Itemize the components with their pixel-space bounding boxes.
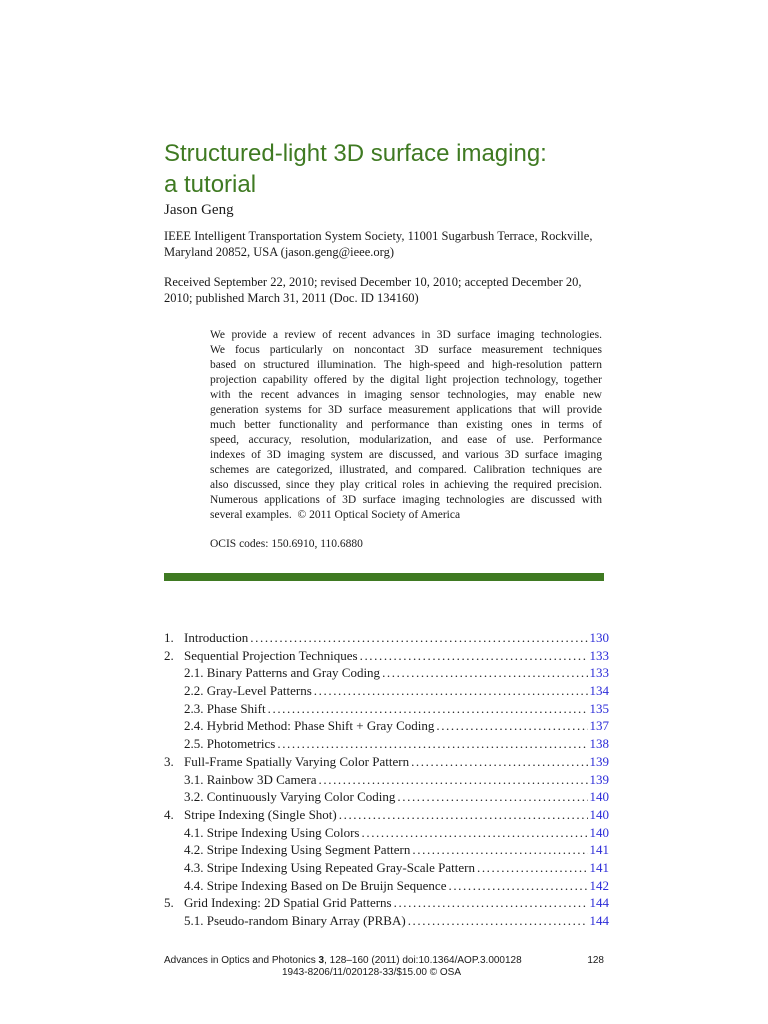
toc-leader-dots: [412, 841, 587, 859]
toc-entry[interactable]: [164, 735, 609, 753]
article-title-line1: Structured-light 3D surface imaging:: [164, 140, 547, 167]
toc-entry[interactable]: [164, 824, 609, 842]
toc-entry-title: Introduction: [184, 630, 249, 645]
footer-journal-name: Advances in Optics and Photonics: [164, 955, 316, 966]
toc-entry-title: 2.4. Hybrid Method: Phase Shift + Gray Coding: [184, 718, 435, 734]
toc-entry[interactable]: [164, 629, 609, 647]
ocis-codes: OCIS codes: 150.6910, 110.6880: [210, 538, 363, 550]
toc-page-link[interactable]: 134: [589, 683, 609, 699]
abstract-line: also discussed, since they play critical roles in achieving the required precision.: [210, 479, 602, 491]
toc-entry-title: 4.2. Stripe Indexing Using Segment Pattern: [184, 842, 411, 858]
abstract-line: We provide a review of recent advances in 3D surface imaging technologies.: [210, 329, 602, 341]
article-title: [164, 138, 684, 200]
toc-entry-number: 5.: [164, 895, 174, 911]
toc-entry[interactable]: [164, 647, 609, 665]
toc-entry[interactable]: [164, 806, 609, 824]
affiliation-line1: IEEE Intelligent Transportation System Society, 11001 Sugarbush Terrace, Rockville,: [164, 229, 593, 243]
section-divider: [164, 573, 604, 581]
toc-leader-dots: [319, 771, 588, 789]
toc-page-link[interactable]: 133: [589, 647, 609, 663]
toc-page-link[interactable]: 133: [589, 665, 609, 681]
abstract-copyright: © 2011 Optical Society of America: [297, 509, 461, 521]
toc-leader-dots: [268, 700, 588, 718]
toc-entry-title: Sequential Projection Techniques: [184, 647, 358, 663]
abstract-line: speed, accuracy, resolution, modularization, and ease of use. Performance: [210, 434, 602, 446]
toc-entry[interactable]: [164, 771, 609, 789]
toc-entry-title: 2.1. Binary Patterns and Gray Coding: [184, 665, 381, 681]
toc-entry-title: Grid Indexing: 2D Spatial Grid Patterns: [184, 895, 392, 911]
toc-page-link[interactable]: 138: [589, 736, 609, 752]
footer-page-number: 128: [587, 955, 604, 966]
toc-leader-dots: [277, 735, 587, 753]
toc-leader-dots: [397, 788, 587, 806]
toc-entry[interactable]: [164, 682, 609, 700]
toc-page-link[interactable]: 144: [589, 913, 609, 928]
toc-entry-number: 4.: [164, 806, 174, 822]
toc-entry-title: 5.1. Pseudo-random Binary Array (PRBA): [184, 913, 406, 928]
received-line2: 2010; published March 31, 2011 (Doc. ID 134160): [164, 291, 419, 305]
received-dates: [164, 274, 604, 306]
toc-leader-dots: [477, 859, 588, 877]
toc-leader-dots: [362, 824, 588, 842]
toc-entry[interactable]: [164, 788, 609, 806]
toc-leader-dots: [360, 647, 588, 665]
toc-page-link[interactable]: 141: [589, 859, 609, 875]
toc-leader-dots: [250, 629, 587, 647]
table-of-contents: [164, 629, 609, 930]
toc-page-link[interactable]: 144: [589, 895, 609, 911]
author-affiliation: [164, 228, 604, 260]
received-line1: Received September 22, 2010; revised December 10, 2010; accepted December 20,: [164, 275, 582, 289]
affiliation-line2: Maryland 20852, USA (jason.geng@ieee.org): [164, 245, 394, 259]
toc-entry[interactable]: [164, 717, 609, 735]
toc-entry-title: 2.5. Photometrics: [184, 736, 276, 752]
toc-entry[interactable]: [164, 841, 609, 859]
abstract-line: based on structured illumination. The high-speed and high-resolution pattern: [210, 359, 602, 371]
abstract-last-line: [210, 508, 602, 523]
abstract-line: schemes are categorized, illustrated, and compared. Calibration techniques are: [210, 464, 602, 476]
footer-issn: 1943-8206/11/020128-33/$15.00 © OSA: [282, 967, 461, 978]
toc-page-link[interactable]: 137: [589, 718, 609, 734]
toc-entry[interactable]: [164, 894, 609, 912]
toc-entry-title: 4.3. Stripe Indexing Using Repeated Gray-Scale Pattern: [184, 859, 475, 875]
abstract-line: projection capability offered by the digital light projection technology, together: [210, 374, 602, 386]
toc-entry[interactable]: [164, 859, 609, 877]
toc-entry-title: 2.2. Gray-Level Patterns: [184, 683, 312, 699]
toc-leader-dots: [314, 682, 588, 700]
toc-leader-dots: [394, 894, 588, 912]
abstract-last-text: several examples.: [210, 509, 292, 521]
footer-citation-text: , 128–160 (2011) doi:10.1364/AOP.3.000128: [324, 955, 522, 966]
toc-leader-dots: [339, 806, 588, 824]
toc-page-link[interactable]: 139: [589, 771, 609, 787]
abstract-line: Numerous applications of 3D surface imaging technologies are discussed with: [210, 494, 602, 506]
article-title-line2: a tutorial: [164, 171, 257, 198]
toc-entry-number: 3.: [164, 753, 174, 769]
toc-entry[interactable]: [164, 753, 609, 771]
abstract-line: with the recent advances in imaging sensor technologies, may enable new: [210, 389, 602, 401]
toc-page-link[interactable]: 135: [589, 700, 609, 716]
toc-entry[interactable]: [164, 664, 609, 682]
toc-entry-title: Full-Frame Spatially Varying Color Pattern: [184, 753, 410, 769]
author-name: Jason Geng: [164, 202, 234, 218]
toc-page-link[interactable]: 130: [589, 630, 609, 645]
toc-page-link[interactable]: 140: [589, 806, 609, 822]
footer-volume: 3: [318, 955, 325, 966]
toc-entry[interactable]: [164, 877, 609, 895]
toc-leader-dots: [411, 753, 587, 771]
toc-entry-title: 4.1. Stripe Indexing Using Colors: [184, 824, 360, 840]
abstract-line: We focus particularly on noncontact 3D surface measurement techniques: [210, 344, 602, 356]
toc-page-link[interactable]: 139: [589, 753, 609, 769]
abstract-line: much better functionality and performance than existing ones in terms of: [210, 419, 602, 431]
toc-leader-dots: [382, 664, 587, 682]
toc-entry-number: 2.: [164, 647, 174, 663]
toc-entry-title: 3.1. Rainbow 3D Camera: [184, 771, 317, 787]
toc-leader-dots: [448, 877, 587, 895]
toc-entry-title: 4.4. Stripe Indexing Based on De Bruijn Sequence: [184, 877, 447, 893]
abstract: [210, 328, 602, 523]
toc-entry-number: 1.: [164, 630, 174, 645]
toc-entry-title: 2.3. Phase Shift: [184, 700, 266, 716]
abstract-line: generation systems for 3D surface measurement applications that will provide: [210, 404, 602, 416]
toc-entry[interactable]: [164, 700, 609, 718]
toc-entry[interactable]: [164, 912, 609, 930]
toc-leader-dots: [436, 717, 587, 735]
toc-page-link[interactable]: 140: [589, 824, 609, 840]
toc-page-link[interactable]: 140: [589, 789, 609, 805]
toc-leader-dots: [408, 912, 588, 930]
toc-page-link[interactable]: 141: [589, 842, 609, 858]
abstract-line: indexes of 3D imaging system are discussed, and various 3D surface imaging: [210, 449, 602, 461]
toc-entry-title: Stripe Indexing (Single Shot): [184, 806, 337, 822]
toc-entry-title: 3.2. Continuously Varying Color Coding: [184, 789, 396, 805]
toc-page-link[interactable]: 142: [589, 877, 609, 893]
